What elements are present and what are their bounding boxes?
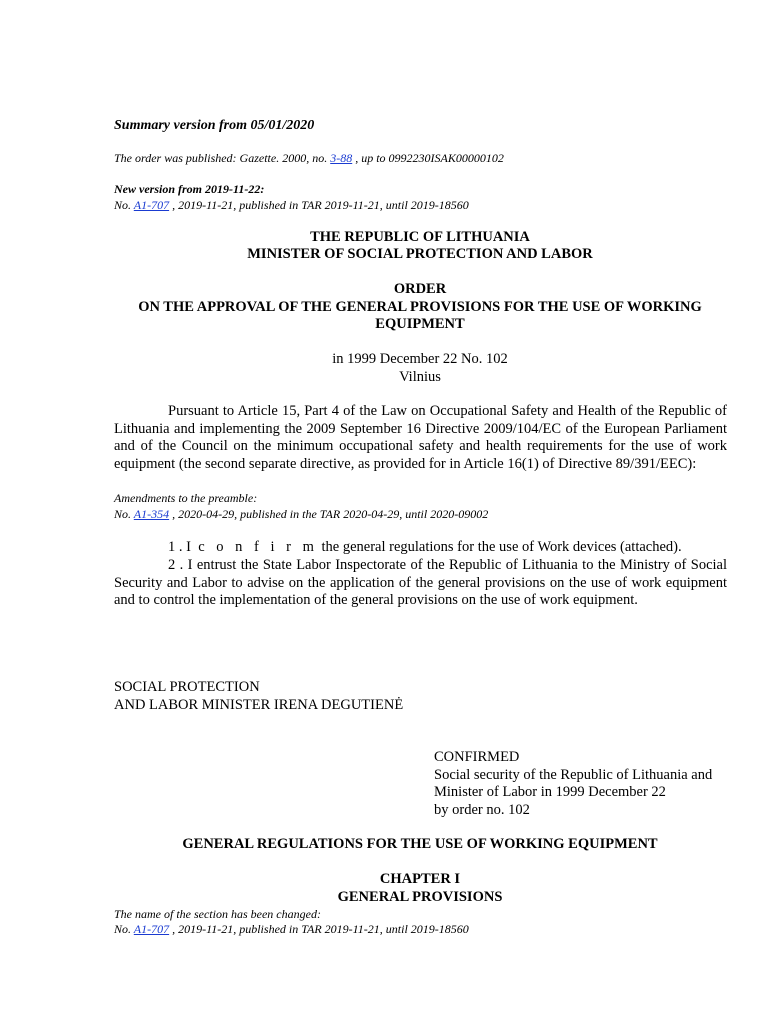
publication-suffix: , up to 0992230ISAK00000102 — [352, 151, 504, 165]
section-a1-707-link[interactable]: A1-707 — [133, 922, 170, 936]
item-1-text: the general regulations for the use of Work devices (attached). — [317, 539, 682, 555]
signature-line1: SOCIAL PROTECTION — [114, 679, 260, 695]
publication-prefix: The order was published: Gazette. 2000, no. — [114, 151, 331, 165]
order-title-line1: ON THE APPROVAL OF THE GENERAL PROVISIONS FOR THE USE OF WORKING — [138, 299, 702, 315]
amendment-note: Amendments to the preamble: — [114, 491, 258, 505]
item-1-confirm: c o n f i r m — [198, 539, 318, 555]
new-version-prefix: No. — [114, 198, 134, 212]
signature-line2: AND LABOR MINISTER IRENA DEGUTIENĖ — [114, 697, 404, 713]
chapter-number: CHAPTER I — [379, 871, 461, 887]
item-1-number: 1 . I — [168, 539, 191, 555]
gazette-link[interactable]: 3-88 — [330, 151, 353, 165]
section-name-note: The name of the section has been changed: — [114, 907, 321, 921]
order-a1-707-link[interactable]: A1-707 — [133, 198, 170, 212]
minister-heading: MINISTER OF SOCIAL PROTECTION AND LABOR — [247, 246, 593, 262]
confirmed-line1: Social security of the Republic of Lithuania and — [434, 767, 713, 783]
preamble-paragraph: Pursuant to Article 15, Part 4 of the Law on Occupational Safety and Health of the Republic of Lithuania and implementing the 2009 September 16 Directive 2009/104/EC of the European Parliament and of the Council on the minimum occupational safety and health requirements for the use of work equipment (the second separate directive, as provided for in Article 16(1) of Directive 89/391/EEC): — [114, 403, 727, 472]
order-title-line2: EQUIPMENT — [375, 316, 465, 332]
summary-version: Summary version from 05/01/2020 — [114, 118, 315, 133]
amendment-suffix: , 2020-04-29, published in the TAR 2020-04-29, until 2020-09002 — [169, 507, 489, 521]
section-amend-prefix: No. — [114, 922, 134, 936]
republic-heading: THE REPUBLIC OF LITHUANIA — [310, 229, 530, 245]
amendment-prefix: No. — [114, 507, 134, 521]
regulations-title: GENERAL REGULATIONS FOR THE USE OF WORKING EQUIPMENT — [182, 836, 658, 852]
item-2: 2 . I entrust the State Labor Inspectorate of the Republic of Lithuania to the Ministry of Social Security and Labor to advise on the application of the general provisions on the use of work equipment and to control the implementation of the general provisions on the use of work equipment. — [114, 557, 727, 609]
new-version-suffix: , 2019-11-21, published in TAR 2019-11-21, until 2019-18560 — [169, 198, 469, 212]
amendment-line — [114, 506, 488, 522]
new-version-heading: New version from 2019-11-22: — [114, 182, 265, 196]
order-city: Vilnius — [399, 369, 441, 385]
confirmed-line3: by order no. 102 — [434, 802, 530, 818]
new-version-line — [114, 197, 469, 213]
order-heading: ORDER — [393, 281, 447, 297]
order-a1-354-link[interactable]: A1-354 — [133, 507, 170, 521]
section-name-amendment — [114, 921, 469, 937]
publication-line — [114, 150, 504, 166]
confirmed-line2: Minister of Labor in 1999 December 22 — [434, 784, 666, 800]
confirmed-heading: CONFIRMED — [434, 749, 520, 765]
chapter-title: GENERAL PROVISIONS — [337, 889, 503, 905]
item-1 — [168, 539, 682, 557]
section-amend-suffix: , 2019-11-21, published in TAR 2019-11-21, until 2019-18560 — [169, 922, 469, 936]
order-date: in 1999 December 22 No. 102 — [332, 351, 508, 367]
